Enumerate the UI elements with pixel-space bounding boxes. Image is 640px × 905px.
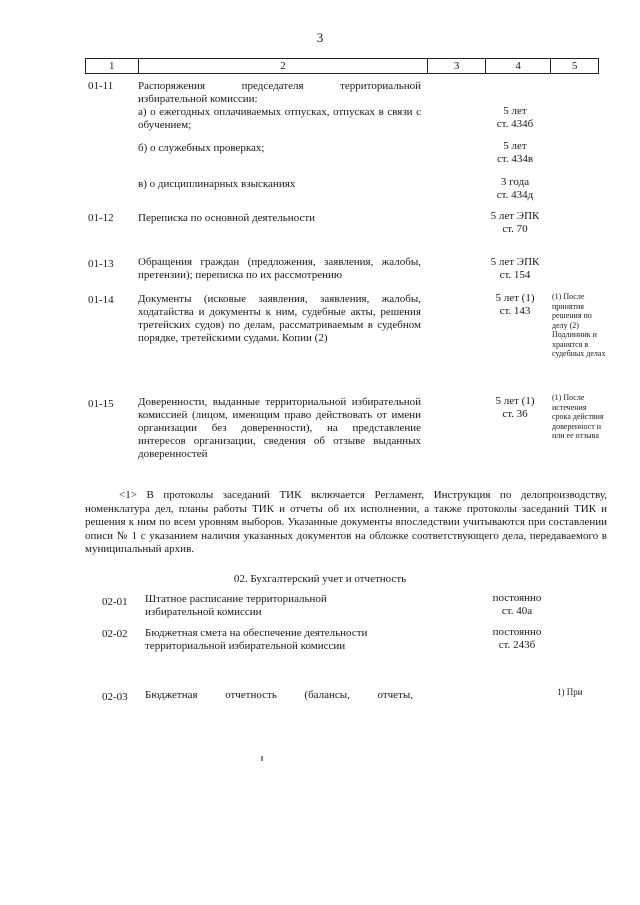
row-article: ст. 154 <box>499 269 531 281</box>
header-col-4: 4 <box>486 59 551 73</box>
row-term: 5 лет ЭПК <box>490 256 540 268</box>
header-col-5: 5 <box>571 60 578 72</box>
row-text: Штатное расписание территориальной избирательной комиссии <box>145 593 327 618</box>
row-term: 3 года <box>500 176 530 188</box>
row-term: 5 лет (1) <box>495 395 535 407</box>
row-article: ст. 434б <box>496 118 534 130</box>
row-note: 1) При <box>557 687 583 697</box>
row-text: б) о служебных проверках; <box>138 142 265 154</box>
header-col-1: 1 <box>86 59 139 73</box>
scan-speck <box>261 756 263 761</box>
row-article: ст. 434д <box>496 189 534 201</box>
header-col-2: 2 <box>139 59 429 73</box>
row-article: ст. 40а <box>501 605 533 617</box>
row-text: Бюджетная смета на обеспечение деятельности территориальной избирательной комиссии <box>145 627 368 652</box>
footnote: <1> В протоколы заседаний ТИК включается Регламент, Инструкция по делопроизводству, номенклатура дел, планы работы ТИК и отчеты об их исполнении, а также протоколы заседаний ТИК и решения к ним по всем уровням выборов. Указанные документы впоследствии учитываются при составлении описи № 1 с указанием наличия указанных документов на обложке соответствующего дела, передаваемого в муниципальный архив. <box>85 489 607 555</box>
row-article: ст. 36 <box>502 408 528 420</box>
row-term: 5 лет <box>503 105 527 117</box>
row-text: Документы (исковые заявления, заявления, жалобы, ходатайства и документы к ним, судебные акты, решения третейских судов) по делам, рассматриваемым в судебном порядке, третейскими судами. Копии (2) <box>138 293 421 344</box>
row-code: 01-15 <box>88 398 114 410</box>
row-code: 02-03 <box>102 691 128 703</box>
row-text: а) о ежегодных оплачиваемых отпусках, отпусках в связи с обучением; <box>138 106 421 131</box>
row-note: (1) После истечения срока действия доверенност и или ее отзыва <box>552 393 604 440</box>
row-term: 5 лет <box>503 140 527 152</box>
section-title: 02. Бухгалтерский учет и отчетность <box>233 573 407 585</box>
row-text: Распоряжения председателя территориальной избирательной комиссии: <box>138 80 421 105</box>
page-number: 3 <box>316 30 324 45</box>
row-code: 01-13 <box>88 258 114 270</box>
row-article: ст. 70 <box>502 223 528 235</box>
row-article: ст. 143 <box>499 305 531 317</box>
row-text: Обращения граждан (предложения, заявления, жалобы, претензии); переписка по их рассмотрению <box>138 256 421 281</box>
row-term: 5 лет (1) <box>495 292 535 304</box>
row-code: 01-14 <box>88 294 114 306</box>
row-code: 01-12 <box>88 212 114 224</box>
row-text: Бюджетная отчетность (балансы, отчеты, <box>145 689 413 701</box>
row-text: Переписка по основной деятельности <box>138 212 316 224</box>
row-code: 01-11 <box>88 80 114 92</box>
row-note: (1) После принятия решения по делу (2) Подлинник и хранятся в судебных делах <box>552 292 606 358</box>
row-text: Доверенности, выданные территориальной избирательной комиссией (лицом, имеющим право действовать от имени организации без доверенности), на представление интересов организации, сведения об отзыве выданных доверенностей <box>138 396 421 460</box>
row-article: ст. 243б <box>498 639 536 651</box>
row-article: ст. 434в <box>496 153 534 165</box>
row-code: 02-01 <box>102 596 128 608</box>
row-term: постоянно <box>492 592 542 604</box>
row-code: 02-02 <box>102 628 128 640</box>
table-header <box>85 58 599 74</box>
row-term: 5 лет ЭПК <box>490 210 540 222</box>
header-col-3: 3 <box>428 59 486 73</box>
row-text: в) о дисциплинарных взысканиях <box>138 178 296 190</box>
row-term: постоянно <box>492 626 542 638</box>
